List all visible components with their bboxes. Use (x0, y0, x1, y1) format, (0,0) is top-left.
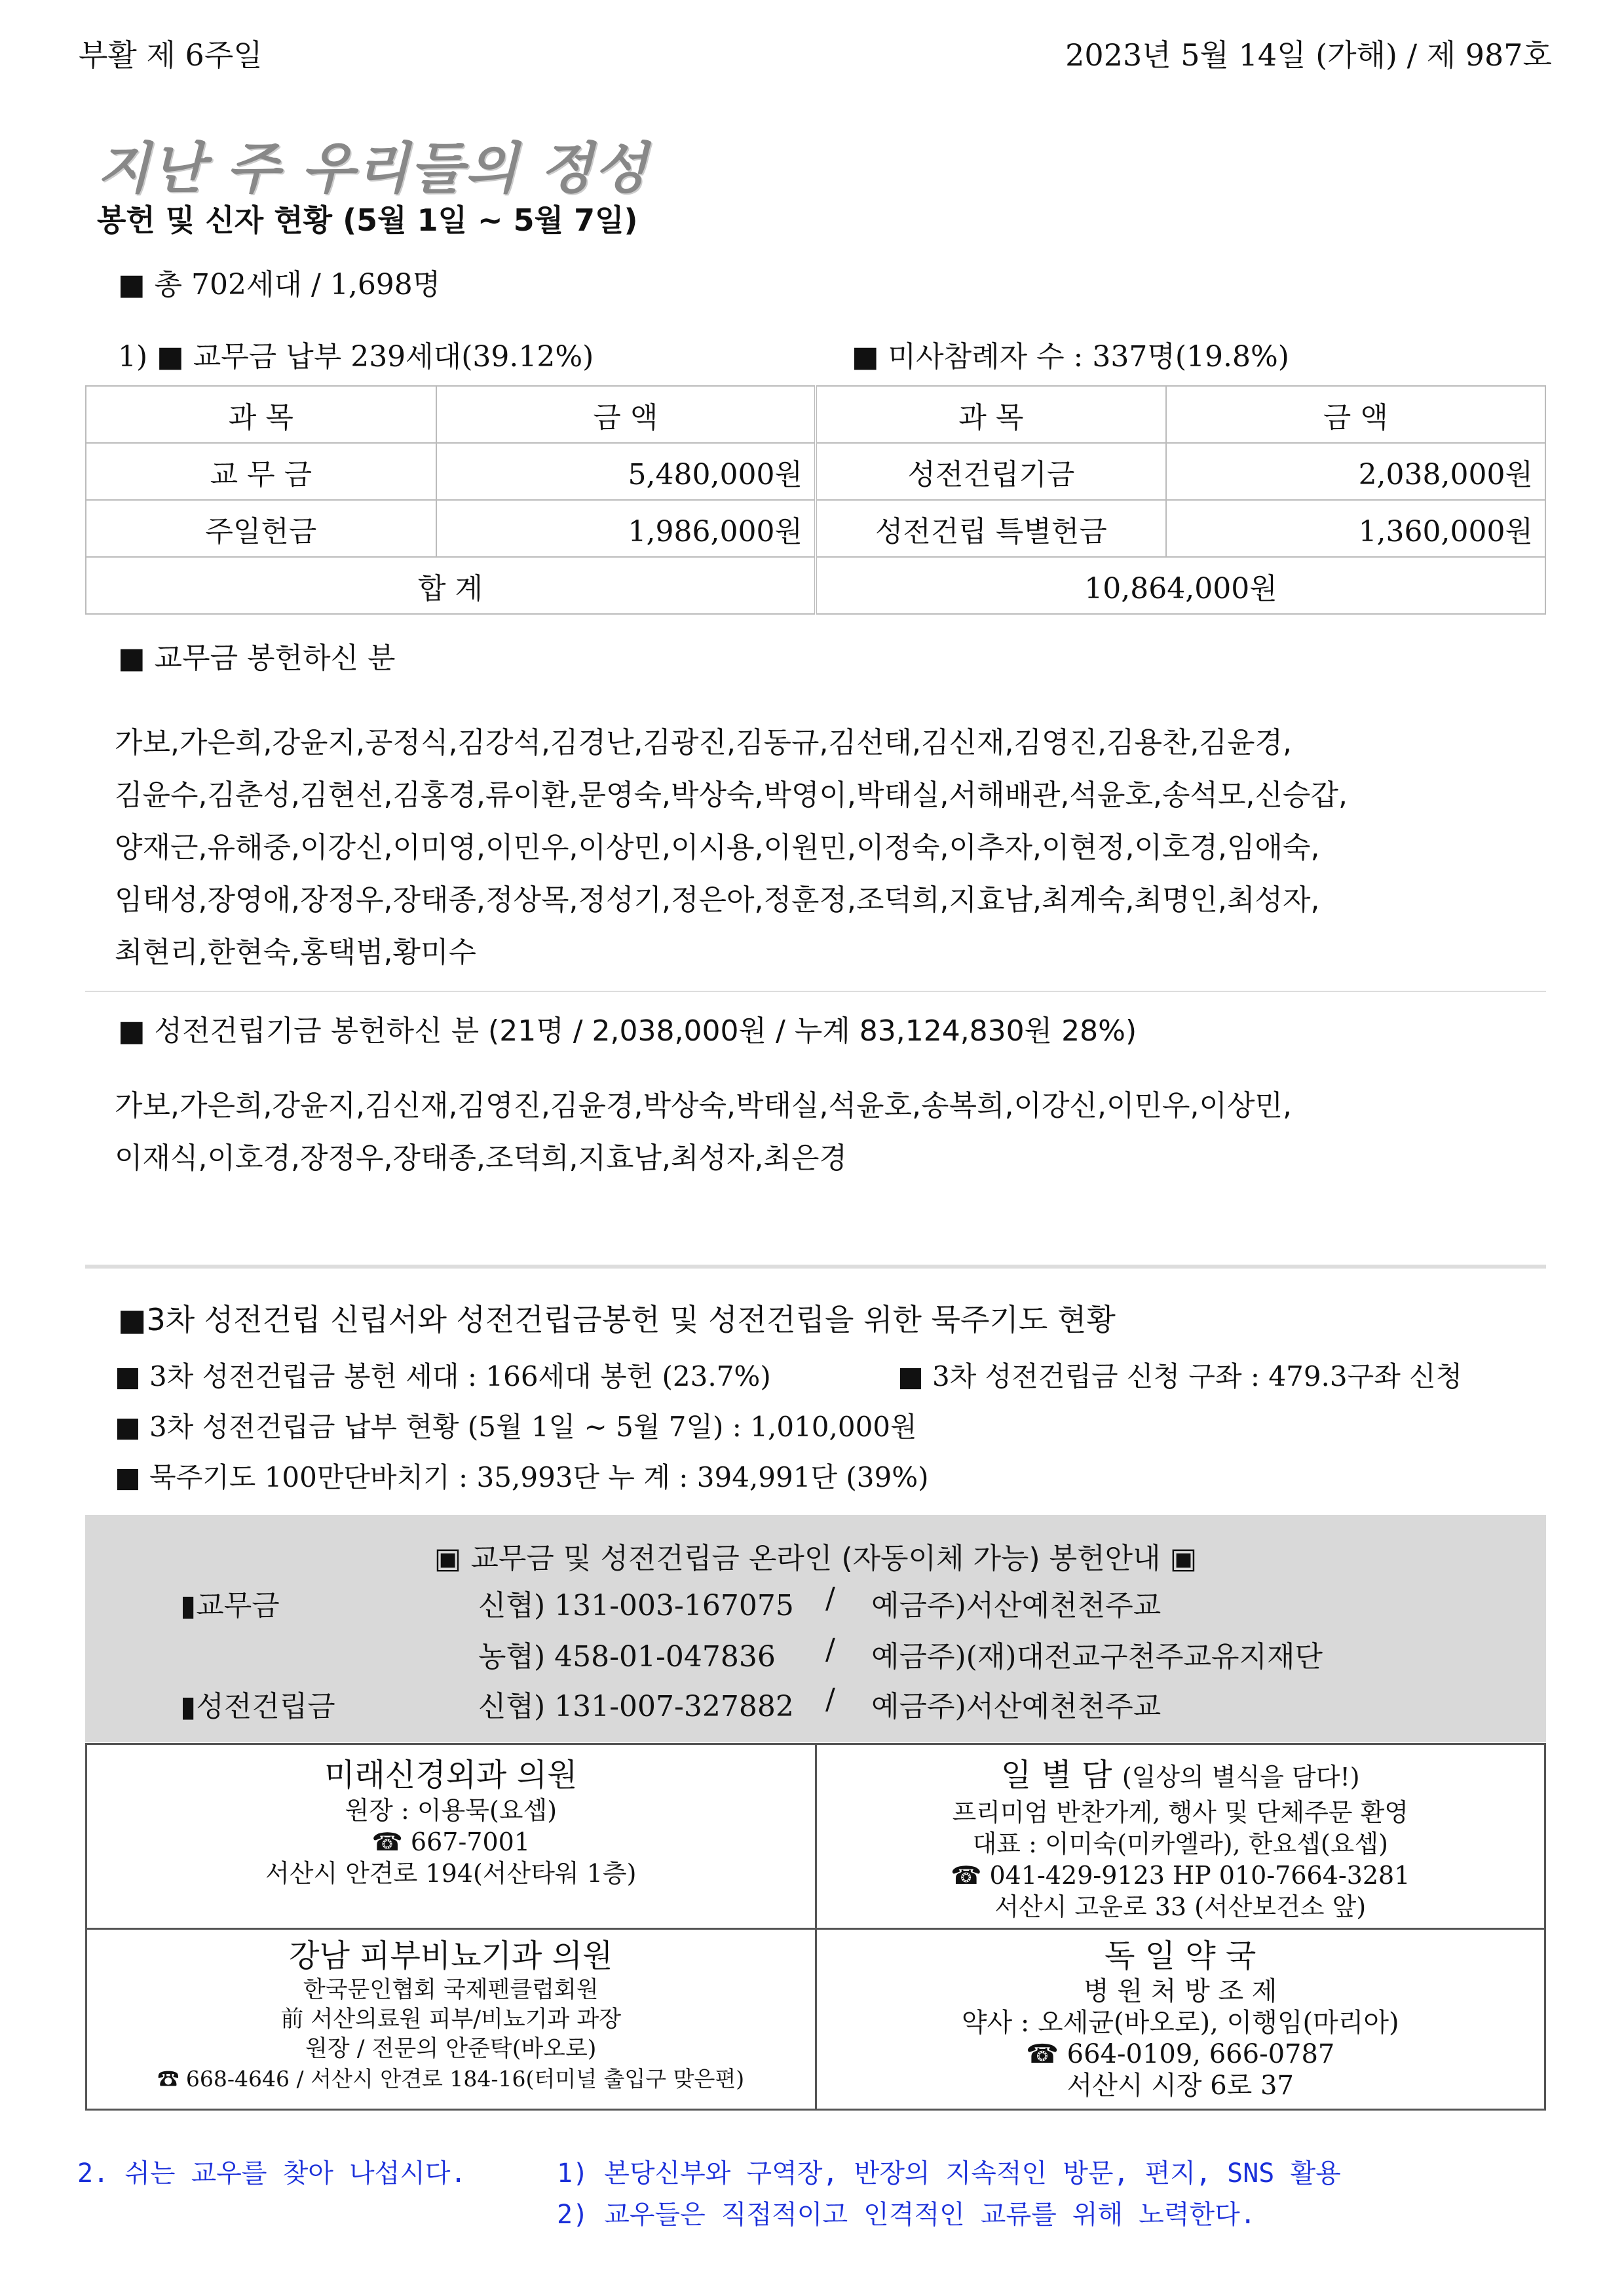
third-building-payment: ■ 3차 성전건립금 납부 현황 (5월 1일 ~ 5월 7일) : 1,010,000원 (115, 1411, 917, 1443)
account-number: 농협) 458-01-047836 (478, 1640, 776, 1674)
table-row (86, 500, 1545, 557)
list-item: 이재식,이호경,장정우,장태종,조덕희,지효남,최성자,최은경 (115, 1141, 847, 1175)
ad-title-note: (일상의 별식을 담다!) (1122, 1763, 1360, 1791)
ad-side-dish-shop (816, 1744, 1545, 1929)
footer-item-1: 1) 본당신부와 구역장, 반장의 지속적인 방문, 편지, SNS 활용 (557, 2158, 1341, 2189)
amount-cell: 5,480,000원 (436, 443, 816, 500)
item-cell: 성전건립기금 (816, 443, 1166, 500)
third-building-households: ■ 3차 성전건립금 봉헌 세대 : 166세대 봉헌 (23.7%) (115, 1360, 771, 1392)
footer-item-2: 2) 교우들은 직접적이고 인격적인 교류를 위해 노력한다. (557, 2200, 1256, 2230)
kyomu-payment-line: 1) ■ 교무금 납부 239세대(39.12%) (118, 340, 594, 373)
ad-line: 서산시 고운로 33 (서산보건소 앞) (994, 1892, 1367, 1921)
ad-line: ☎ 668-4646 / 서산시 안견로 184-16(터미널 출입구 맞은편) (157, 2066, 745, 2092)
mass-attendance-line: ■ 미사참례자 수 : 337명(19.8%) (852, 340, 1289, 373)
ad-line: 대표 : 이미숙(미카엘라), 한요셉(요셉) (972, 1829, 1388, 1858)
header-right: 2023년 5월 14일 (가해) / 제 987호 (1065, 37, 1552, 73)
total-label: 합 계 (86, 557, 816, 614)
section-title: 지난 주 우리들의 정성 (97, 136, 649, 201)
list-item: 가보,가은희,강윤지,김신재,김영진,김윤경,박상숙,박태실,석윤호,송복희,이강신,이민우,이상민, (115, 1089, 1292, 1122)
online-donation-panel (85, 1515, 1546, 1742)
ad-title: 독 일 약 국 (1105, 1938, 1256, 1974)
header-amount: 금 액 (1166, 386, 1545, 443)
ad-line: ☎ 664-0109, 666-0787 (1026, 2039, 1335, 2069)
item-cell: 주일헌금 (86, 500, 436, 557)
ad-line: ☎ 041-429-9123 HP 010-7664-3281 (951, 1861, 1410, 1890)
account-number: 신협) 131-007-327882 (478, 1690, 794, 1723)
header-item: 과 목 (86, 386, 436, 443)
divider (85, 991, 1546, 992)
ad-title: 강남 피부비뇨기과 의원 (289, 1938, 613, 1974)
ad-line: 원장 : 이용묵(요셉) (345, 1796, 557, 1825)
list-item: 최현리,한현숙,홍택범,황미수 (115, 936, 477, 969)
rosary-status: ■ 묵주기도 100만단바치기 : 35,993단 누 계 : 394,991단 (39%) (115, 1461, 929, 1493)
account-holder: 예금주)서산예천천주교 (871, 1589, 1161, 1622)
amount-cell: 1,986,000원 (436, 500, 816, 557)
ad-line: 약사 : 오세균(바오로), 이행임(마리아) (961, 2008, 1399, 2038)
header-item: 과 목 (816, 386, 1166, 443)
building-donors-heading: ■ 성전건립기금 봉헌하신 분 (21명 / 2,038,000원 / 누계 83,124,830원 28%) (118, 1014, 1137, 1048)
total-row (86, 557, 1545, 614)
account-label-kyomu: ▮교무금 (180, 1589, 280, 1622)
item-cell: 성전건립 특별헌금 (816, 500, 1166, 557)
separator: / (825, 1582, 835, 1615)
ad-line: 프리미엄 반찬가게, 행사 및 단체주문 환영 (952, 1798, 1408, 1827)
kyomu-donors-heading: ■ 교무금 봉헌하신 분 (118, 641, 396, 675)
separator: / (825, 1683, 835, 1716)
separator: / (825, 1633, 835, 1666)
amount-cell: 1,360,000원 (1166, 500, 1545, 557)
kyomu-donors-list (115, 717, 1556, 979)
ad-title: 미래신경외과 의원 (324, 1757, 578, 1793)
ad-title: 일 별 담 (1000, 1757, 1112, 1793)
ad-pharmacy (816, 1929, 1545, 2110)
ad-line: 원장 / 전문의 안준탁(바오로) (305, 2036, 597, 2062)
third-building-accounts: ■ 3차 성전건립금 신청 구좌 : 479.3구좌 신청 (897, 1360, 1463, 1392)
finance-table (85, 385, 1546, 615)
account-holder: 예금주)서산예천천주교 (871, 1690, 1161, 1723)
ad-title-row (818, 1755, 1544, 1797)
ad-line: 前 서산의료원 피부/비뇨기과 과장 (280, 2006, 622, 2033)
list-item: 임태성,장영애,장정우,장태종,정상목,정성기,정은아,정훈정,조덕희,지효남,최계숙,최명인,최성자, (115, 883, 1320, 917)
table-header-row (86, 386, 1545, 443)
list-item: 양재근,유해중,이강신,이미영,이민우,이상민,이시용,이원민,이정숙,이추자,이현정,이호경,임애숙, (115, 831, 1320, 864)
amount-cell: 2,038,000원 (1166, 443, 1545, 500)
account-label-building: ▮성전건립금 (180, 1690, 335, 1723)
online-donation-title: ▣ 교무금 및 성전건립금 온라인 (자동이체 가능) 봉헌안내 ▣ (434, 1542, 1198, 1575)
ad-line: 서산시 안견로 194(서산타워 1층) (265, 1859, 637, 1888)
third-building-heading: ■3차 성전건립 신립서와 성전건립금봉헌 및 성전건립을 위한 묵주기도 현황 (118, 1302, 1116, 1337)
ad-line: ☎ 667-7001 (371, 1827, 530, 1856)
divider (85, 1265, 1546, 1269)
ads-table (85, 1743, 1546, 2111)
item-cell: 교 무 금 (86, 443, 436, 500)
total-households: ■ 총 702세대 / 1,698명 (118, 268, 441, 301)
ad-neurosurgery (86, 1744, 816, 1929)
footer-heading: 2. 쉬는 교우를 찾아 나섭시다. (77, 2158, 466, 2189)
subtitle: 봉헌 및 신자 현황 (5월 1일 ~ 5월 7일) (97, 202, 638, 238)
list-item: 가보,가은희,강윤지,공정식,김강석,김경난,김광진,김동규,김선태,김신재,김영진,김용찬,김윤경, (115, 726, 1292, 759)
table-row (86, 443, 1545, 500)
ad-line: 한국문인협회 국제펜클럽회원 (303, 1977, 599, 2003)
building-donors-list (115, 1080, 1556, 1185)
ad-line: 병 원 처 방 조 제 (1084, 1976, 1277, 2006)
header-amount: 금 액 (436, 386, 816, 443)
account-number: 신협) 131-003-167075 (478, 1589, 794, 1622)
ad-dermatology (86, 1929, 816, 2110)
ad-line: 서산시 시장 6로 37 (1067, 2071, 1294, 2101)
list-item: 김윤수,김춘성,김현선,김홍경,류이환,문영숙,박상숙,박영이,박태실,서해배관,석윤호,송석모,신승갑, (115, 778, 1348, 812)
header-left: 부활 제 6주일 (79, 37, 263, 73)
total-value: 10,864,000원 (816, 557, 1545, 614)
account-holder: 예금주)(재)대전교구천주교유지재단 (871, 1640, 1323, 1674)
